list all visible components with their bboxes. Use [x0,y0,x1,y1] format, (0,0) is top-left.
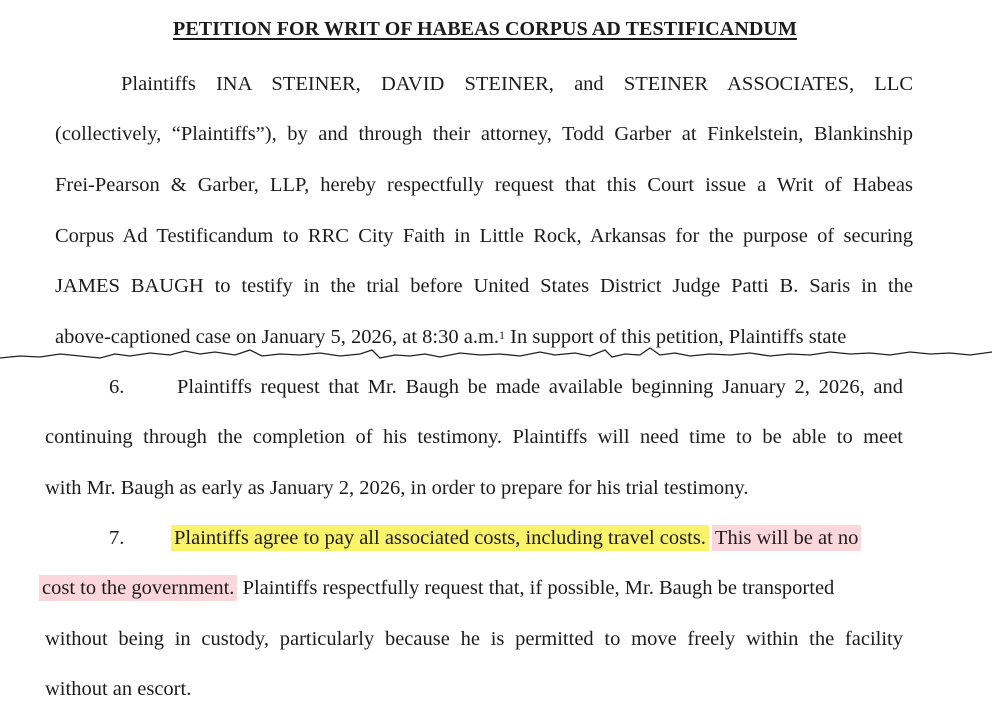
paragraph-7-number: 7. [109,527,125,549]
highlight-pink-no-cost-2: cost to the government. [39,575,237,601]
intro-line-1: Plaintiffs INA STEINER, DAVID STEINER, and STEINER ASSOCIATES, LLC [121,73,913,95]
highlight-yellow-costs: Plaintiffs agree to pay all associated costs, including travel costs. [171,525,709,551]
para6-line-1: Plaintiffs request that Mr. Baugh be made available beginning January 2, 2026, and [177,376,903,398]
torn-page-divider [0,344,992,374]
intro-line-4: Corpus Ad Testificandum to RRC City Faith in Little Rock, Arkansas for the purpose of securing [55,225,913,247]
document-title: PETITION FOR WRIT OF HABEAS CORPUS AD TESTIFICANDUM [173,18,797,40]
para7-line-3: without being in custody, particularly because he is permitted to move freely within the facility [45,628,903,650]
para6-line-2: continuing through the completion of his testimony. Plaintiffs will need time to be able to meet [45,426,903,448]
paragraph-6-number: 6. [109,376,125,398]
para7-line-2-rest: Plaintiffs respectfully request that, if possible, Mr. Baugh be transported [237,577,835,599]
intro-line-3: Frei-Pearson & Garber, LLP, hereby respectfully request that this Court issue a Writ of Habeas [55,174,913,196]
highlight-pink-no-cost-1: This will be at no [712,525,861,551]
para7-line-4: without an escort. [45,678,192,700]
intro-line-2: (collectively, “Plaintiffs”), by and through their attorney, Todd Garber at Finkelstein, Blankinship [55,123,913,145]
intro-line-6-start: above-captioned case on January 5, 2026, at 8:30 a.m. [55,326,500,348]
para7-line-2 [39,575,834,601]
para6-line-3: with Mr. Baugh as early as January 2, 2026, in order to prepare for his trial testimony. [45,477,749,499]
footnote-marker: 1 [499,328,506,342]
intro-line-5: JAMES BAUGH to testify in the trial before United States District Judge Patti B. Saris in the [55,275,913,297]
intro-line-6-end: In support of this petition, Plaintiffs state [505,326,847,348]
para7-line-1 [171,525,861,551]
